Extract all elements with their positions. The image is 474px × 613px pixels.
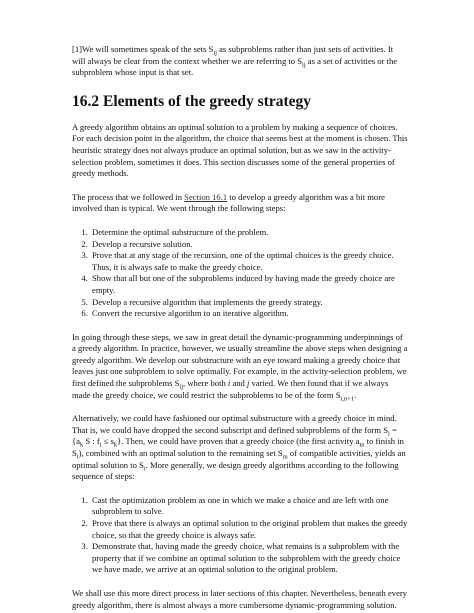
list-item: 2. Develop a recursive solution. [90,239,408,251]
intro-paragraph: A greedy algorithm obtains an optimal solution to a problem by making a sequence of choices. For each decision point in the algorithm, the choice that seems best at the moment is chosen. This heuristic strategy does not always produce an optimal solution, but as we saw in the activity-selection problem, sometimes it does. This section discusses some of the general properties of greedy methods. [72,121,408,179]
list-item: 1. Determine the optimal substructure of the problem. [90,227,408,239]
list-item: 5. Develop a recursive algorithm that implements the greedy strategy. [90,297,408,309]
steps-list-2 [72,495,408,576]
section-link[interactable]: Section 16.1 [184,191,228,202]
list-item: 4. Show that all but one of the subproblems induced by having made the greedy choice are empty. [90,273,408,296]
process-paragraph: The process that we followed in Section 16.1 to develop a greedy algorithm was a bit more involved than is typical. We went through the following steps: [72,191,385,214]
list-item: 2. Prove that there is always an optimal solution to the original problem that makes the greedy choice, so that the greedy choice is always safe. [90,518,408,541]
list-item: 3. Prove that at any stage of the recursion, one of the optimal choices is the greedy choice. Thus, it is always safe to make the greedy choice. [90,250,408,273]
list-item: 3. Demonstrate that, having made the greedy choice, what remains is a subproblem with the property that if we combine an optimal solution to the subproblem with the greedy choice we have made, we arrive at an optimal solution to the original problem. [90,541,408,576]
section-heading: 16.2 Elements of the greedy strategy [72,92,312,110]
steps-list-1 [72,227,408,320]
closing-paragraph: We shall use this more direct process in later sections of this chapter. Nevertheless, beneath every greedy algorithm, there is almost always a more cumbersome dynamic-programming solution. [72,587,408,610]
list-item: 1. Cast the optimization problem as one in which we make a choice and are left with one subproblem to solve. [90,495,408,518]
document-page [72,44,408,611]
footnote-marker: [1] [72,44,83,54]
alternative-paragraph: Alternatively, we could have fashioned our optimal substructure with a greedy choice in mind. That is, we could have dropped the second subscript and defined subproblems of the form $S_i = \{a_k$ S : $f_i \le s_k$}. Then, we could have proven that a greedy choice (the first activity $a_m$ to finish in $S_i$), combined with an optimal solution to the remaining set $S_m$ of compatible activities, yields an optimal solution to $S_i$. More generally, we design greedy algorithms according to the following sequence of steps: [72,413,406,482]
list-item: 6. Convert the recursive algorithm to an iterative algorithm. [90,308,408,320]
footnote: [1]We will sometimes speak of the sets $S_{ij}$ as subproblems rather than just sets of activities. It will always be clear from the context whether we are referring to $S_{ij}$ as a set of activities or the subproblem whose input is that set. [72,44,398,78]
going-paragraph: In going through these steps, we saw in great detail the dynamic-programming underpinnings of a greedy algorithm. In practice, however, we usually streamline the above steps when designing a greedy algorithm. We develop our substructure with an eye toward making a greedy choice that leaves just one subproblem to solve optimally. For example, in the activity-selection problem, we first defined the subproblems $S_{ij}$, where both i and j varied. We then found that if we always made the greedy choice, we could restrict the subproblems to be of the form $S_{i,n+1}$. [72,331,408,403]
